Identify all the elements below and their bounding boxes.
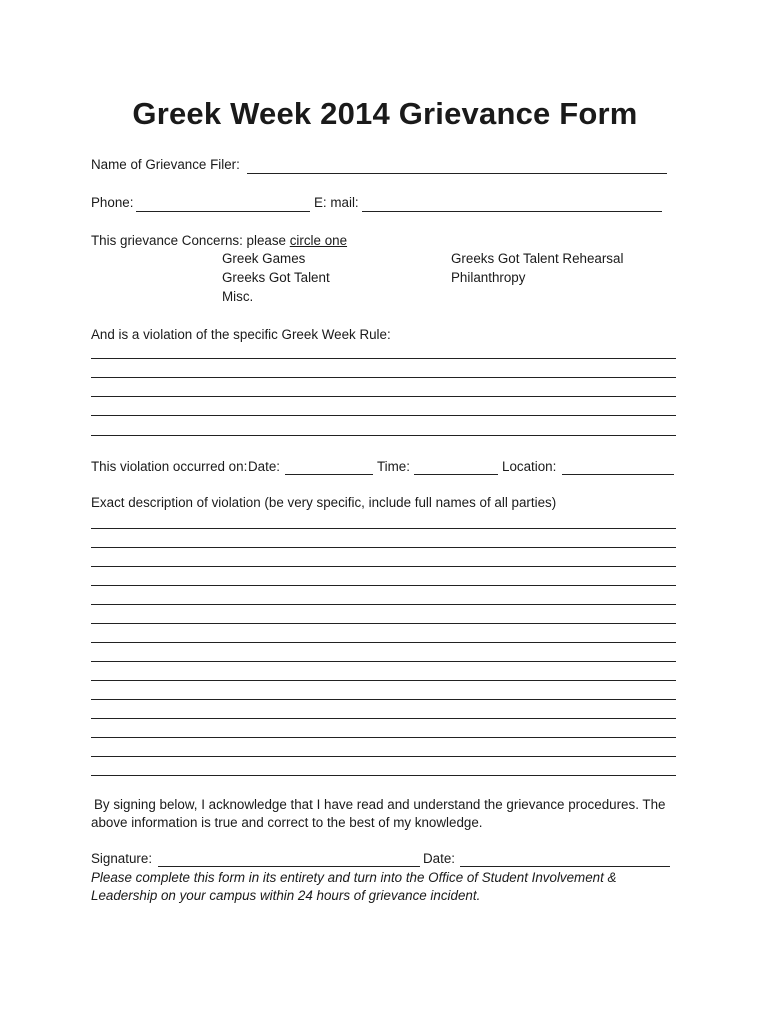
description-label: Exact description of violation (be very specific, include full names of all parties) <box>91 495 557 510</box>
acknowledgement-text: By signing below, I acknowledge that I have read and understand the grievance procedures. The above information is true and correct to the best of my knowledge. <box>91 797 666 830</box>
rule-line[interactable] <box>91 358 676 359</box>
signature-date-field[interactable] <box>460 866 670 867</box>
location-field[interactable] <box>562 474 674 475</box>
description-line[interactable] <box>91 718 676 719</box>
time-field[interactable] <box>414 474 498 475</box>
rule-line[interactable] <box>91 435 676 436</box>
description-line[interactable] <box>91 661 676 662</box>
email-label: E: mail: <box>314 195 359 210</box>
description-line[interactable] <box>91 566 676 567</box>
footer-note: Please complete this form in its entirety and turn into the Office of Student Involvement & Leadership on your campus within 24 hours of grievance incident. <box>91 870 617 903</box>
option-misc[interactable]: Misc. <box>222 289 254 304</box>
time-label: Time: <box>377 459 410 474</box>
option-greeks-got-talent[interactable]: Greeks Got Talent <box>222 270 330 285</box>
email-field[interactable] <box>362 211 662 212</box>
description-line[interactable] <box>91 528 676 529</box>
concern-prefix: This grievance Concerns: please <box>91 233 290 248</box>
name-field[interactable] <box>247 173 667 174</box>
description-line[interactable] <box>91 642 676 643</box>
date-label: Date: <box>248 459 281 474</box>
phone-label: Phone: <box>91 195 134 210</box>
description-line[interactable] <box>91 585 676 586</box>
description-line[interactable] <box>91 604 676 605</box>
signature-date-label: Date: <box>423 851 456 866</box>
description-line[interactable] <box>91 775 676 776</box>
concern-circle-one: circle one <box>289 233 348 248</box>
rule-label: And is a violation of the specific Greek Week Rule: <box>91 327 391 342</box>
phone-field[interactable] <box>136 211 310 212</box>
description-line[interactable] <box>91 623 676 624</box>
signature-field[interactable] <box>158 866 420 867</box>
description-line[interactable] <box>91 547 676 548</box>
option-ggt-rehearsal[interactable]: Greeks Got Talent Rehearsal <box>451 251 624 266</box>
concern-label <box>91 233 347 248</box>
option-philanthropy[interactable]: Philanthropy <box>451 270 526 285</box>
description-line[interactable] <box>91 699 676 700</box>
description-line[interactable] <box>91 680 676 681</box>
description-line[interactable] <box>91 756 676 757</box>
date-field[interactable] <box>285 474 373 475</box>
signature-label: Signature: <box>91 851 153 866</box>
rule-line[interactable] <box>91 415 676 416</box>
rule-line[interactable] <box>91 396 676 397</box>
occurred-label: This violation occurred on: <box>91 459 248 474</box>
form-title: Greek Week 2014 Grievance Form <box>132 96 638 131</box>
description-line[interactable] <box>91 737 676 738</box>
rule-line[interactable] <box>91 377 676 378</box>
location-label: Location: <box>502 459 557 474</box>
name-label: Name of Grievance Filer: <box>91 157 240 172</box>
option-greek-games[interactable]: Greek Games <box>222 251 306 266</box>
